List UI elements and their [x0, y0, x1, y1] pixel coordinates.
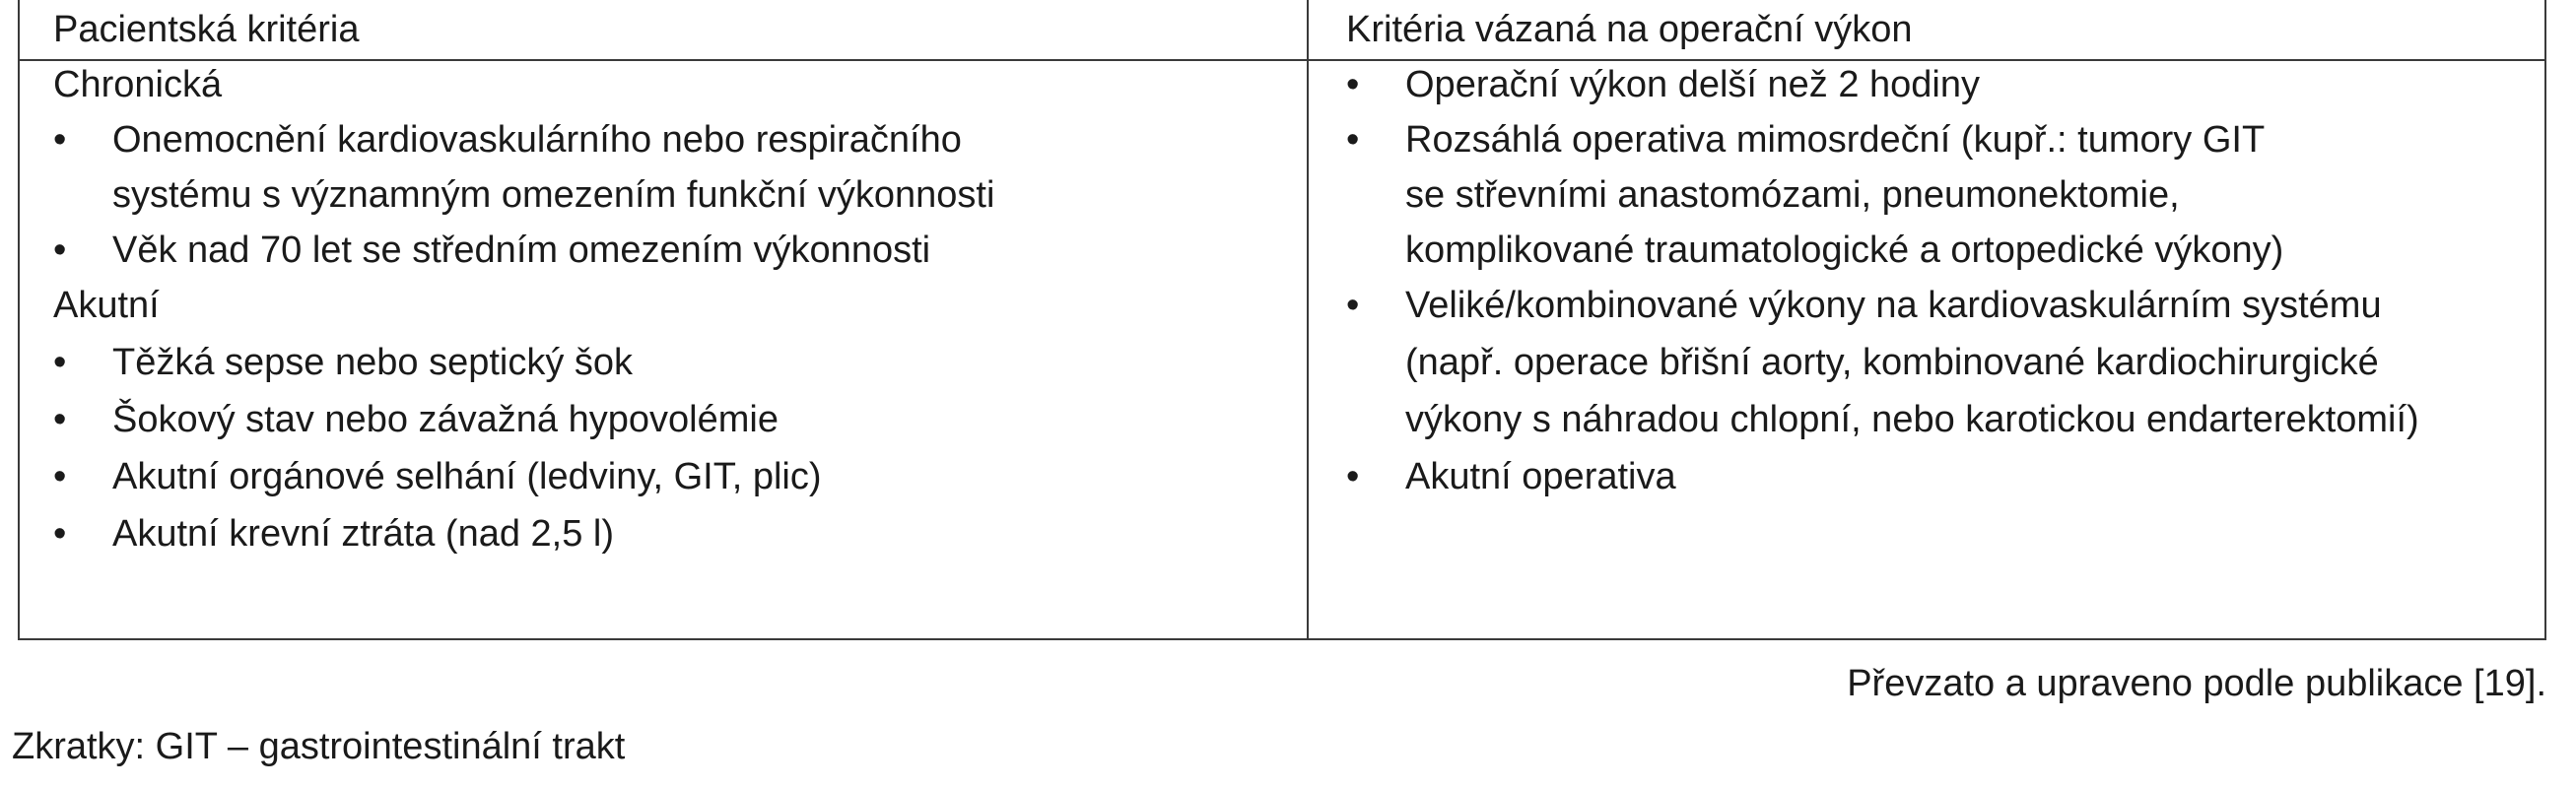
list-item-text: Akutní krevní ztráta (nad 2,5 l): [112, 513, 615, 555]
list-item-continuation: se střevními anastomózami, pneumonektomie,: [1405, 174, 2180, 216]
list-item-continuation: (např. operace břišní aorty, kombinované kardiochirurgické: [1405, 342, 2379, 383]
list-item-text: Onemocnění kardiovaskulárního nebo respiračního: [112, 119, 962, 161]
acute-section-label: Akutní: [53, 285, 160, 326]
source-note: Převzato a upraveno podle publikace [19].: [1847, 663, 2546, 704]
bullet-icon: •: [53, 513, 67, 555]
patient-criteria-column: [20, 0, 1309, 638]
bullet-icon: •: [53, 399, 67, 440]
bullet-icon: •: [53, 119, 67, 161]
chronic-section-label: Chronická: [53, 64, 223, 105]
bullet-icon: •: [53, 342, 67, 383]
list-item-text: Těžká sepse nebo septický šok: [112, 342, 634, 383]
list-item-text: Věk nad 70 let se středním omezením výkonnosti: [112, 230, 931, 271]
list-item-text: Operační výkon delší než 2 hodiny: [1405, 64, 1981, 105]
surgery-criteria-column: [1309, 0, 2544, 638]
bullet-icon: •: [1346, 456, 1360, 497]
bullet-icon: •: [1346, 64, 1360, 105]
list-item-text: Akutní operativa: [1405, 456, 1676, 497]
list-item-continuation: výkony s náhradou chlopní, nebo karotickou endarterektomií): [1405, 399, 2419, 440]
list-item-continuation: systému s významným omezením funkční výkonnosti: [112, 174, 995, 216]
list-item-text: Akutní orgánové selhání (ledviny, GIT, plic): [112, 456, 822, 497]
list-item-text: Šokový stav nebo závažná hypovolémie: [112, 399, 779, 440]
abbreviations-note: Zkratky: GIT – gastrointestinální trakt: [12, 726, 626, 767]
bullet-icon: •: [53, 456, 67, 497]
list-item-text: Veliké/kombinované výkony na kardiovaskulárním systému: [1405, 285, 2382, 326]
bullet-icon: •: [53, 230, 67, 271]
list-item-continuation: komplikované traumatologické a ortopedické výkony): [1405, 230, 2284, 271]
left-header-cell: [20, 0, 1307, 61]
right-header-cell: [1309, 0, 2544, 61]
criteria-table: [18, 0, 2546, 640]
left-column-header: Pacientská kritéria: [53, 9, 360, 50]
list-item-text: Rozsáhlá operativa mimosrdeční (kupř.: tumory GIT: [1405, 119, 2266, 161]
bullet-icon: •: [1346, 119, 1360, 161]
right-column-header: Kritéria vázaná na operační výkon: [1346, 9, 1913, 50]
bullet-icon: •: [1346, 285, 1360, 326]
